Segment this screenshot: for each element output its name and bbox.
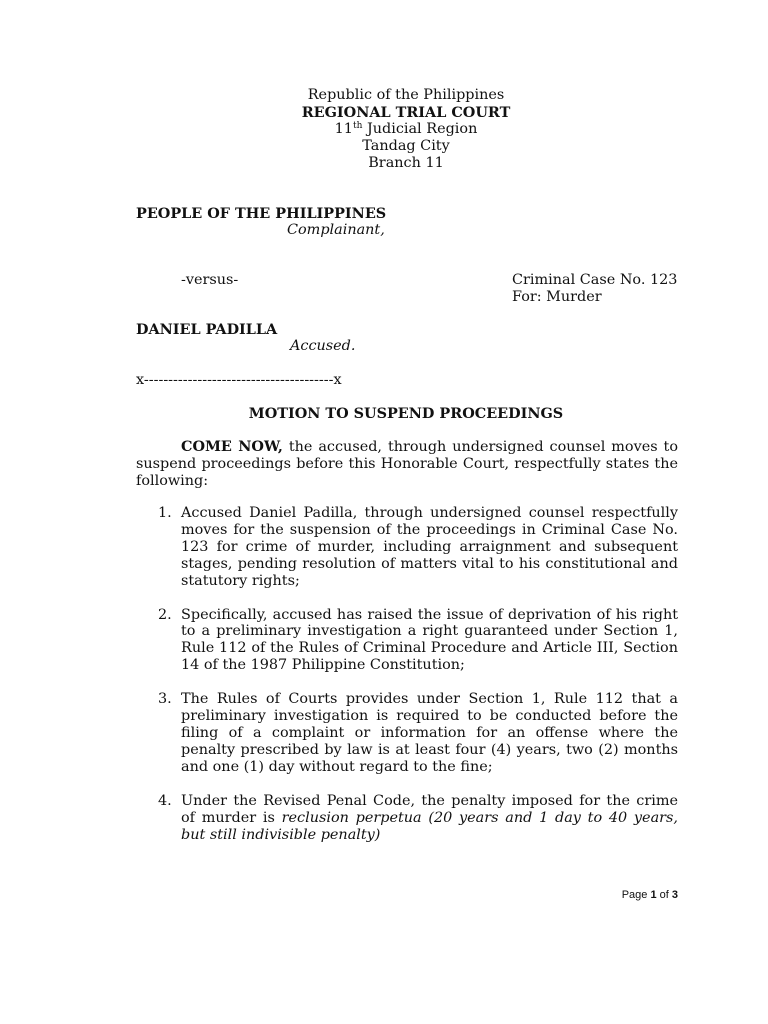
header-court: REGIONAL TRIAL COURT — [301, 104, 511, 121]
versus-label: -versus- — [181, 272, 239, 288]
document-title: MOTION TO SUSPEND PROCEEDINGS — [248, 405, 564, 422]
header-republic: Republic of the Philippines — [307, 87, 505, 103]
list-item: 4. Under the Revised Penal Code, the penalty imposed for the crime of murder is reclusion perpetua (20 years and 1 day to 40 years, but still indivisible penalty) — [158, 792, 678, 843]
page-number: Page 1 of 3 — [621, 889, 678, 901]
accused-role: Accused. — [290, 338, 356, 354]
header-city: Tandag City — [362, 138, 450, 154]
caption-separator: x---------------------------------------x — [136, 372, 342, 388]
plaintiff-name: PEOPLE OF THE PHILIPPINES — [136, 205, 387, 222]
list-item: 1. Accused Daniel Padilla, through undersigned counsel respectfully moves for the suspension of the proceedings in Criminal Case No. 123 for crime of murder, including arraignment and subsequent stages, pending resolution of matters vital to his constitutional and statutory rights; — [158, 505, 678, 589]
intro-paragraph: COME NOW, the accused, through undersigned counsel moves to suspend proceedings before this Honorable Court, respectfully states the following: — [136, 438, 678, 489]
header-branch: Branch 11 — [368, 155, 444, 171]
motion-items — [136, 505, 678, 860]
court-header — [0, 87, 768, 172]
case-number: Criminal Case No. 123 — [512, 272, 678, 288]
case-offense: For: Murder — [512, 289, 602, 305]
plaintiff-role: Complainant, — [287, 222, 385, 238]
accused-name: DANIEL PADILLA — [136, 321, 278, 338]
list-item: 3. The Rules of Courts provides under Section 1, Rule 112 that a preliminary investigation is required to be conducted before the filing of a complaint or information for an offense where the penalty prescribed by law is at least four (4) years, two (2) months and one (1) day without regard to the fine; — [158, 691, 678, 775]
list-item: 2. Specifically, accused has raised the issue of deprivation of his right to a preliminary investigation a right guaranteed under Section 1, Rule 112 of the Rules of Criminal Procedure and Article III, Section 14 of the 1987 Philippine Constitution; — [158, 606, 678, 674]
header-region: 11th Judicial Region — [334, 121, 478, 137]
